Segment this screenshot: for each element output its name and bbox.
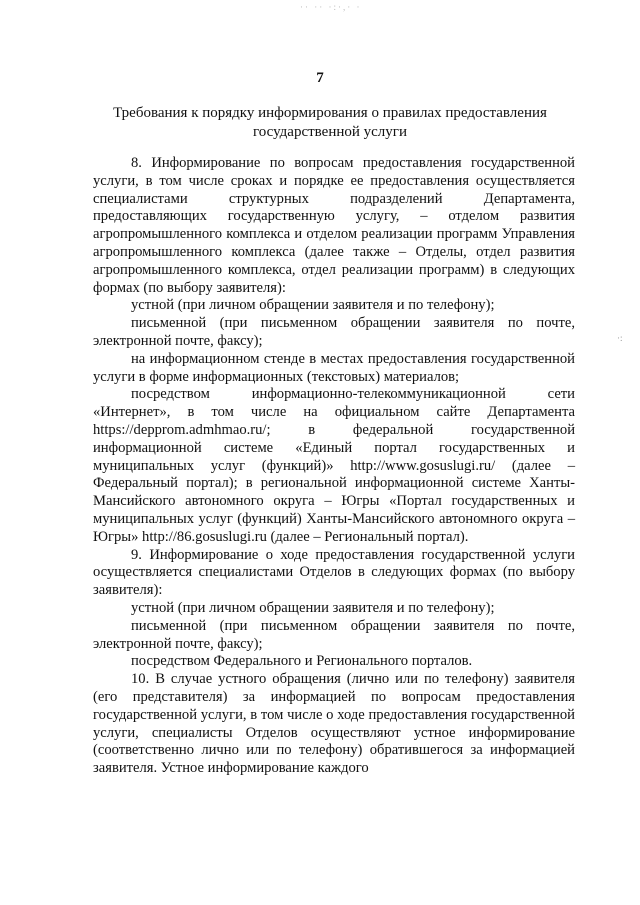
section-heading-line-1: Требования к порядку информирования о правилах предоставления (113, 105, 547, 121)
paragraph-written-form: письменной (при письменном обращении заявителя по почте, электронной почте, факсу); (93, 315, 575, 349)
document-body (93, 155, 575, 778)
paragraph-info-stand: на информационном стенде в местах предоставления государственной услуги в форме информационных (текстовых) материалов; (93, 350, 575, 385)
paragraph-10: 10. В случае устного обращения (лично или по телефону) заявителя (его представителя) за информацией по вопросам предоставления государственной услуги, в том числе о ходе предоставления государственной услуги, специалисты Отделов осуществляют устное информирование (соответственно лично или по телефону) обратившегося за информацией заявителя. Устное информирование каждого (93, 671, 575, 777)
paragraph-oral-form-2: устной (при личном обращении заявителя и по телефону); (131, 599, 495, 616)
paragraph-9: 9. Информирование о ходе предоставления государственной услуги осуществляется специалистами Отделов в следующих формах (по выбору заявителя): (93, 546, 575, 599)
section-heading-line-2: государственной услуги (253, 124, 407, 140)
section-heading (90, 104, 570, 142)
paragraph-8: 8. Информирование по вопросам предоставления государственной услуги, в том числе сроках и порядке ее предоставления осуществляется специалистами структурных подразделений Департамента, предоставляющих государственную услугу, – отделом развития агропромышленного комплекса и отделом реализации программ Управления агропромышленного комплекса (далее также – Отделы, отдел развития агропромышленного комплекса, отдел реализации программ) в следующих формах (по выбору заявителя): (93, 155, 575, 296)
paragraph-portals: посредством Федерального и Регионального порталов. (131, 653, 473, 670)
paragraph-written-form-2: письменной (при письменном обращении заявителя по почте, электронной почте, факсу); (93, 617, 575, 652)
paragraph-oral-form: устной (при личном обращении заявителя и по телефону); (131, 297, 495, 314)
scan-artifact: ·· ·· ·:·,· · (300, 2, 362, 12)
page-number: 7 (316, 70, 324, 86)
margin-artifact: ·: (617, 333, 623, 343)
paragraph-internet: посредством информационно-телекоммуникационной сети «Интернет», в том числе на официальном сайте Департамента https://depprom.admhmao.ru/; в федеральной государственной информационной системе «Единый портал государственных и муниципальных услуг (функций)» http://www.gosuslugi.ru/ (далее – Федеральный портал); в региональной информационной системе Ханты-Мансийского автономного округа – Югры «Портал государственных и муниципальных услуг (функций) Ханты-Мансийского автономного округа – Югры» http://86.gosuslugi.ru (далее – Региональный портал). (93, 386, 575, 545)
